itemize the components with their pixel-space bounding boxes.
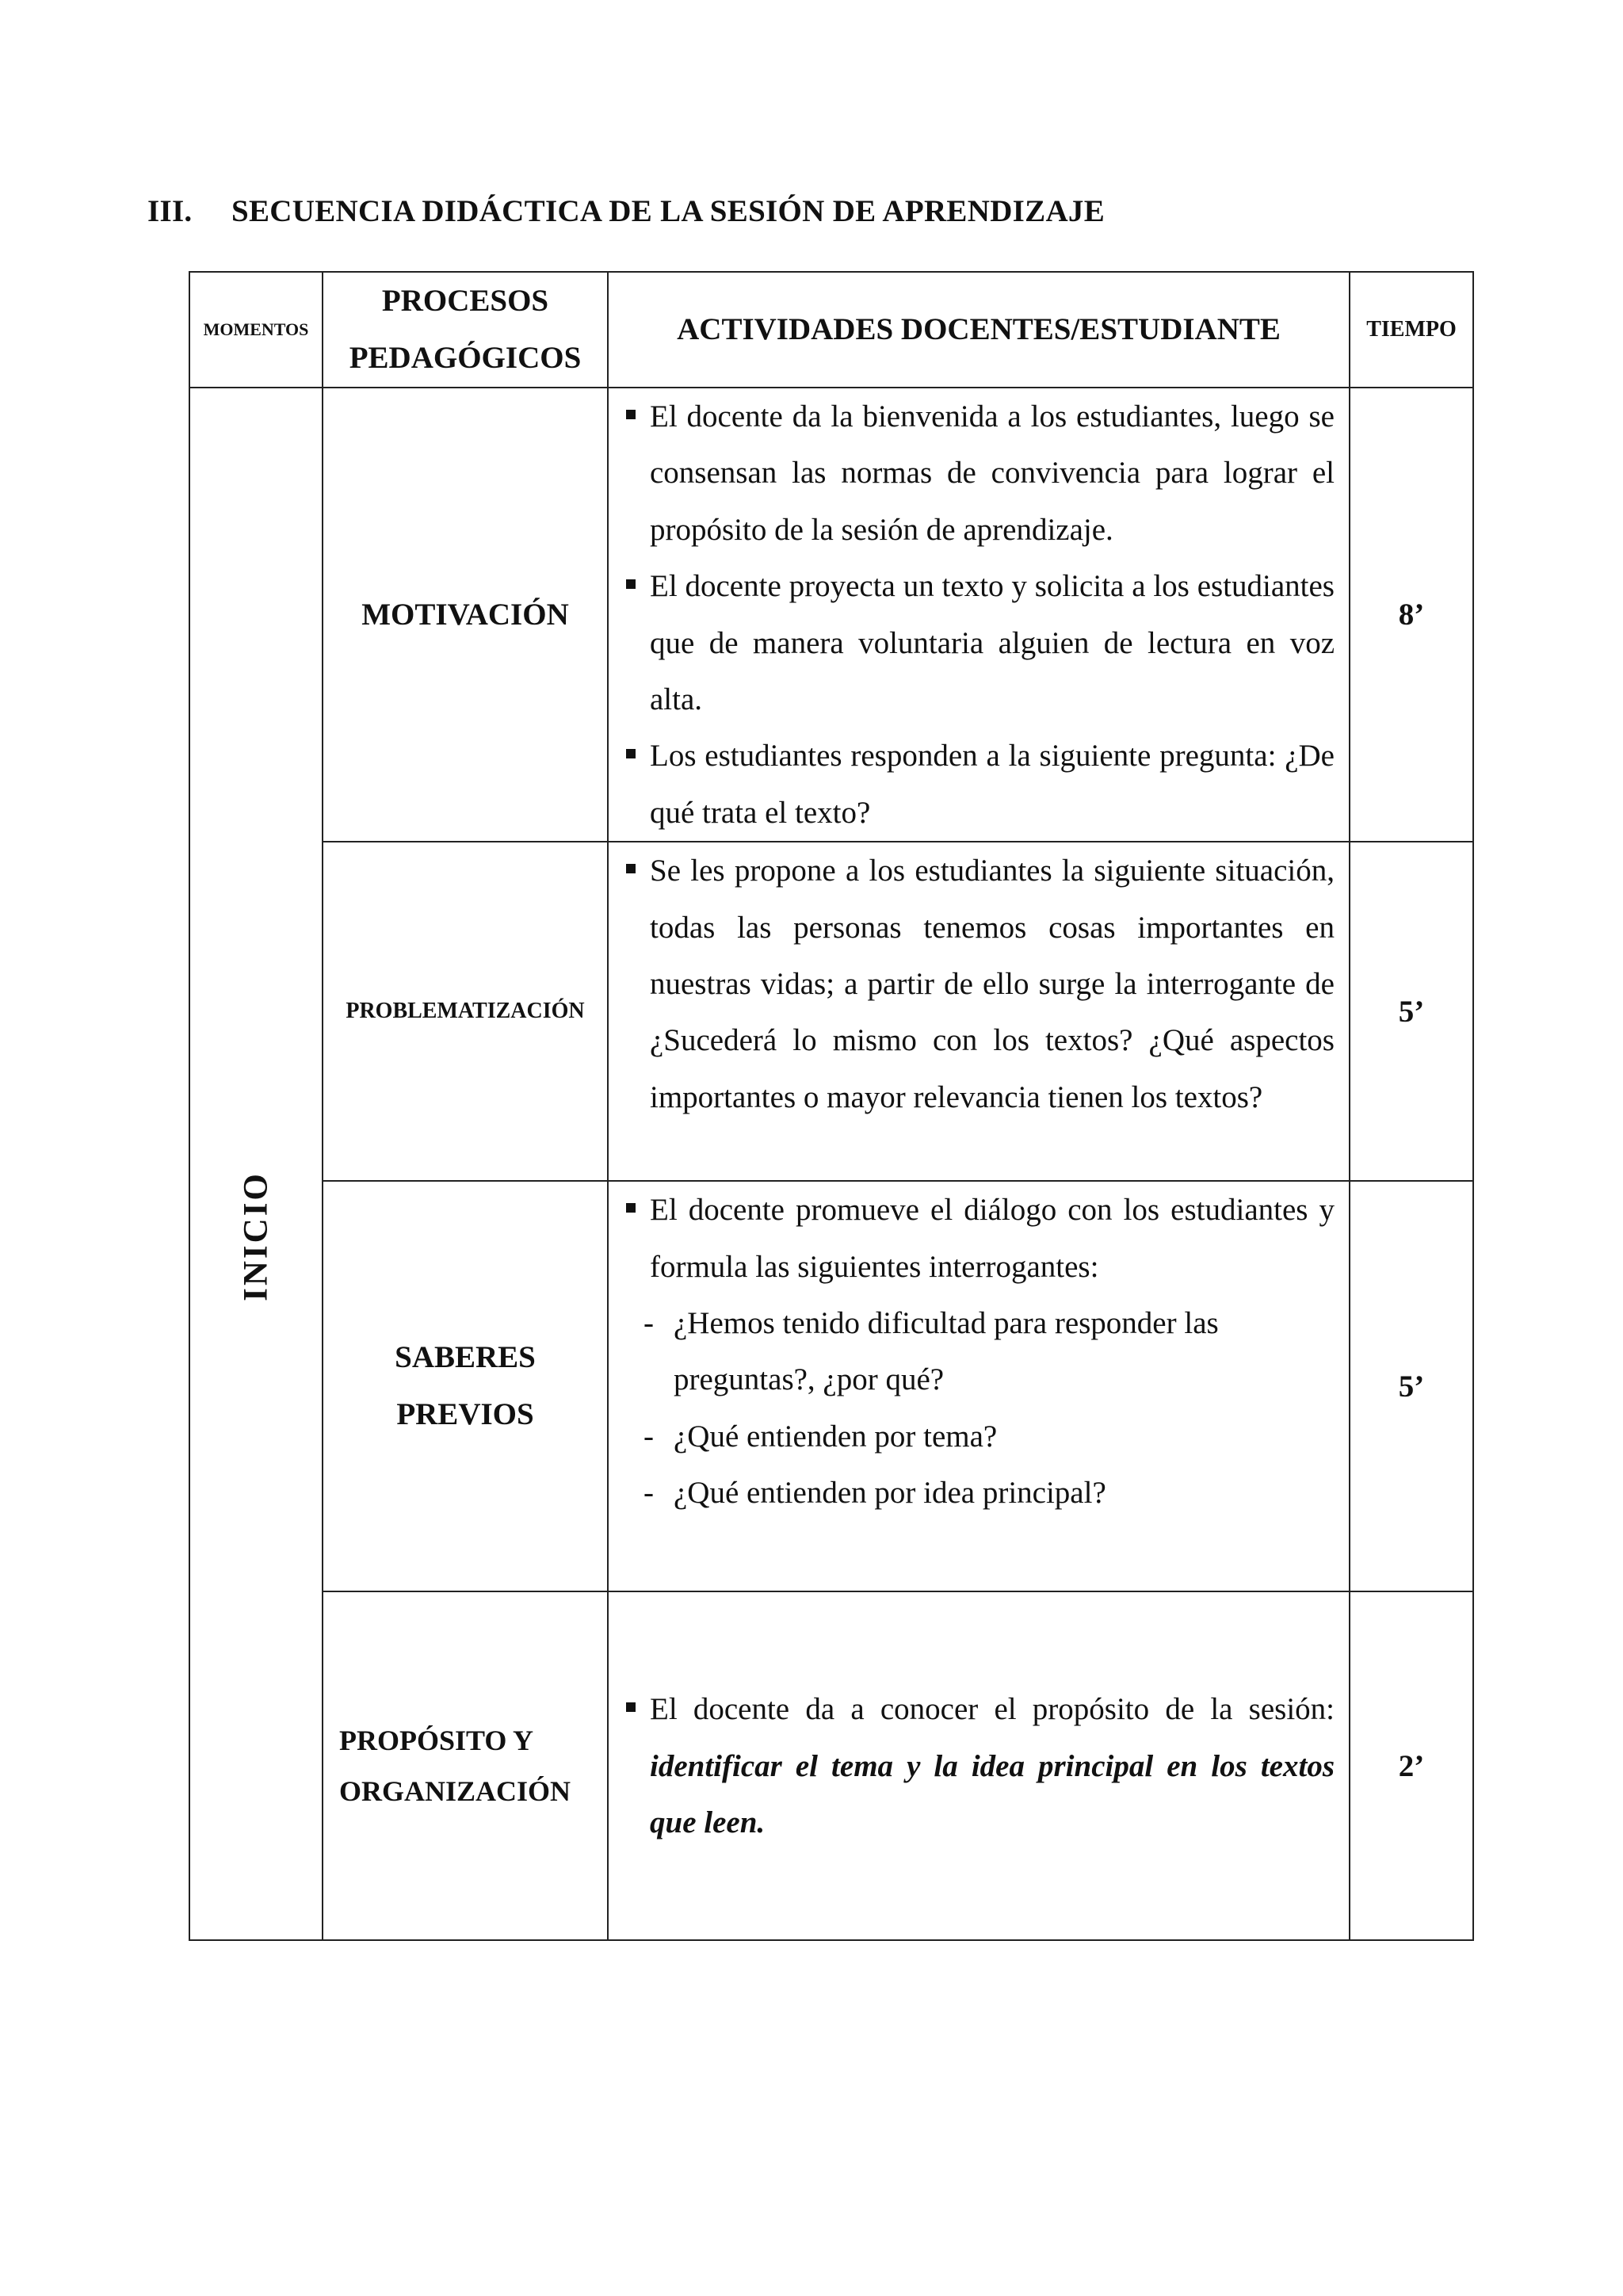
activity-item: Se les propone a los estudiantes la siguiente situación, todas las personas tenemos cosas importantes en nuestras vidas; a partir de ello surge la interrogante de ¿Sucederá lo mismo con los textos? ¿Qué aspectos importantes o mayor relevancia tienen los textos? xyxy=(626,842,1335,1125)
question-item: - ¿Hemos tenido dificultad para responder las preguntas?, ¿por qué? xyxy=(626,1295,1335,1408)
activity-item: El docente promueve el diálogo con los estudiantes y formula las siguientes interrogantes: xyxy=(626,1182,1335,1295)
purpose-text: identificar el tema y la idea principal en los textos que leen. xyxy=(650,1748,1335,1839)
process-proposito-line2: ORGANIZACIÓN xyxy=(339,1775,571,1808)
process-saberes-line2: PREVIOS xyxy=(396,1397,534,1432)
header-procesos xyxy=(323,272,608,388)
time-saberes-previos: 5’ xyxy=(1350,1181,1473,1591)
process-saberes-line1: SABERES xyxy=(395,1340,536,1375)
header-actividades: ACTIVIDADES DOCENTES/ESTUDIANTE xyxy=(608,272,1350,388)
question-item: - ¿Qué entienden por idea principal? xyxy=(626,1465,1335,1521)
didactic-sequence-table xyxy=(189,271,1474,1941)
header-momentos: MOMENTOS xyxy=(189,272,323,388)
header-tiempo: TIEMPO xyxy=(1350,272,1473,388)
moment-inicio: INICIO xyxy=(237,1171,275,1301)
moment-inicio-cell xyxy=(189,388,323,1940)
activities-saberes-previos xyxy=(608,1181,1350,1591)
header-procesos-line1: PROCESOS xyxy=(381,284,549,318)
row-motivacion xyxy=(189,388,1473,842)
process-motivacion: MOTIVACIÓN xyxy=(323,388,608,842)
process-proposito xyxy=(323,1591,608,1940)
activity-item xyxy=(626,1681,1335,1851)
time-motivacion: 8’ xyxy=(1350,388,1473,842)
time-proposito: 2’ xyxy=(1350,1591,1473,1940)
activity-item: El docente proyecta un texto y solicita a los estudiantes que de manera voluntaria alguien de lectura en voz alta. xyxy=(626,558,1335,728)
process-saberes-previos xyxy=(323,1181,608,1591)
process-problematizacion: PROBLEMATIZACIÓN xyxy=(323,842,608,1181)
activity-item: El docente da la bienvenida a los estudiantes, luego se consensan las normas de convivencia para lograr el propósito de la sesión de aprendizaje. xyxy=(626,388,1335,558)
activity-text: El docente da a conocer el propósito de la sesión: xyxy=(650,1692,1335,1727)
time-problematizacion: 5’ xyxy=(1350,842,1473,1181)
header-procesos-line2: PEDAGÓGICOS xyxy=(349,341,582,375)
activities-problematizacion xyxy=(608,842,1350,1181)
section-title: SECUENCIA DIDÁCTICA DE LA SESIÓN DE APRENDIZAJE xyxy=(231,194,1106,228)
section-number: III. xyxy=(147,194,193,228)
row-saberes-previos xyxy=(189,1181,1473,1591)
row-proposito xyxy=(189,1591,1473,1940)
section-heading xyxy=(147,193,1105,229)
question-item: - ¿Qué entienden por tema? xyxy=(626,1408,1335,1465)
activities-proposito xyxy=(608,1591,1350,1940)
row-problematizacion xyxy=(189,842,1473,1181)
process-proposito-line1: PROPÓSITO Y xyxy=(339,1725,534,1757)
header-row xyxy=(189,272,1473,388)
activity-item: Los estudiantes responden a la siguiente pregunta: ¿De qué trata el texto? xyxy=(626,728,1335,841)
activities-motivacion xyxy=(608,388,1350,842)
